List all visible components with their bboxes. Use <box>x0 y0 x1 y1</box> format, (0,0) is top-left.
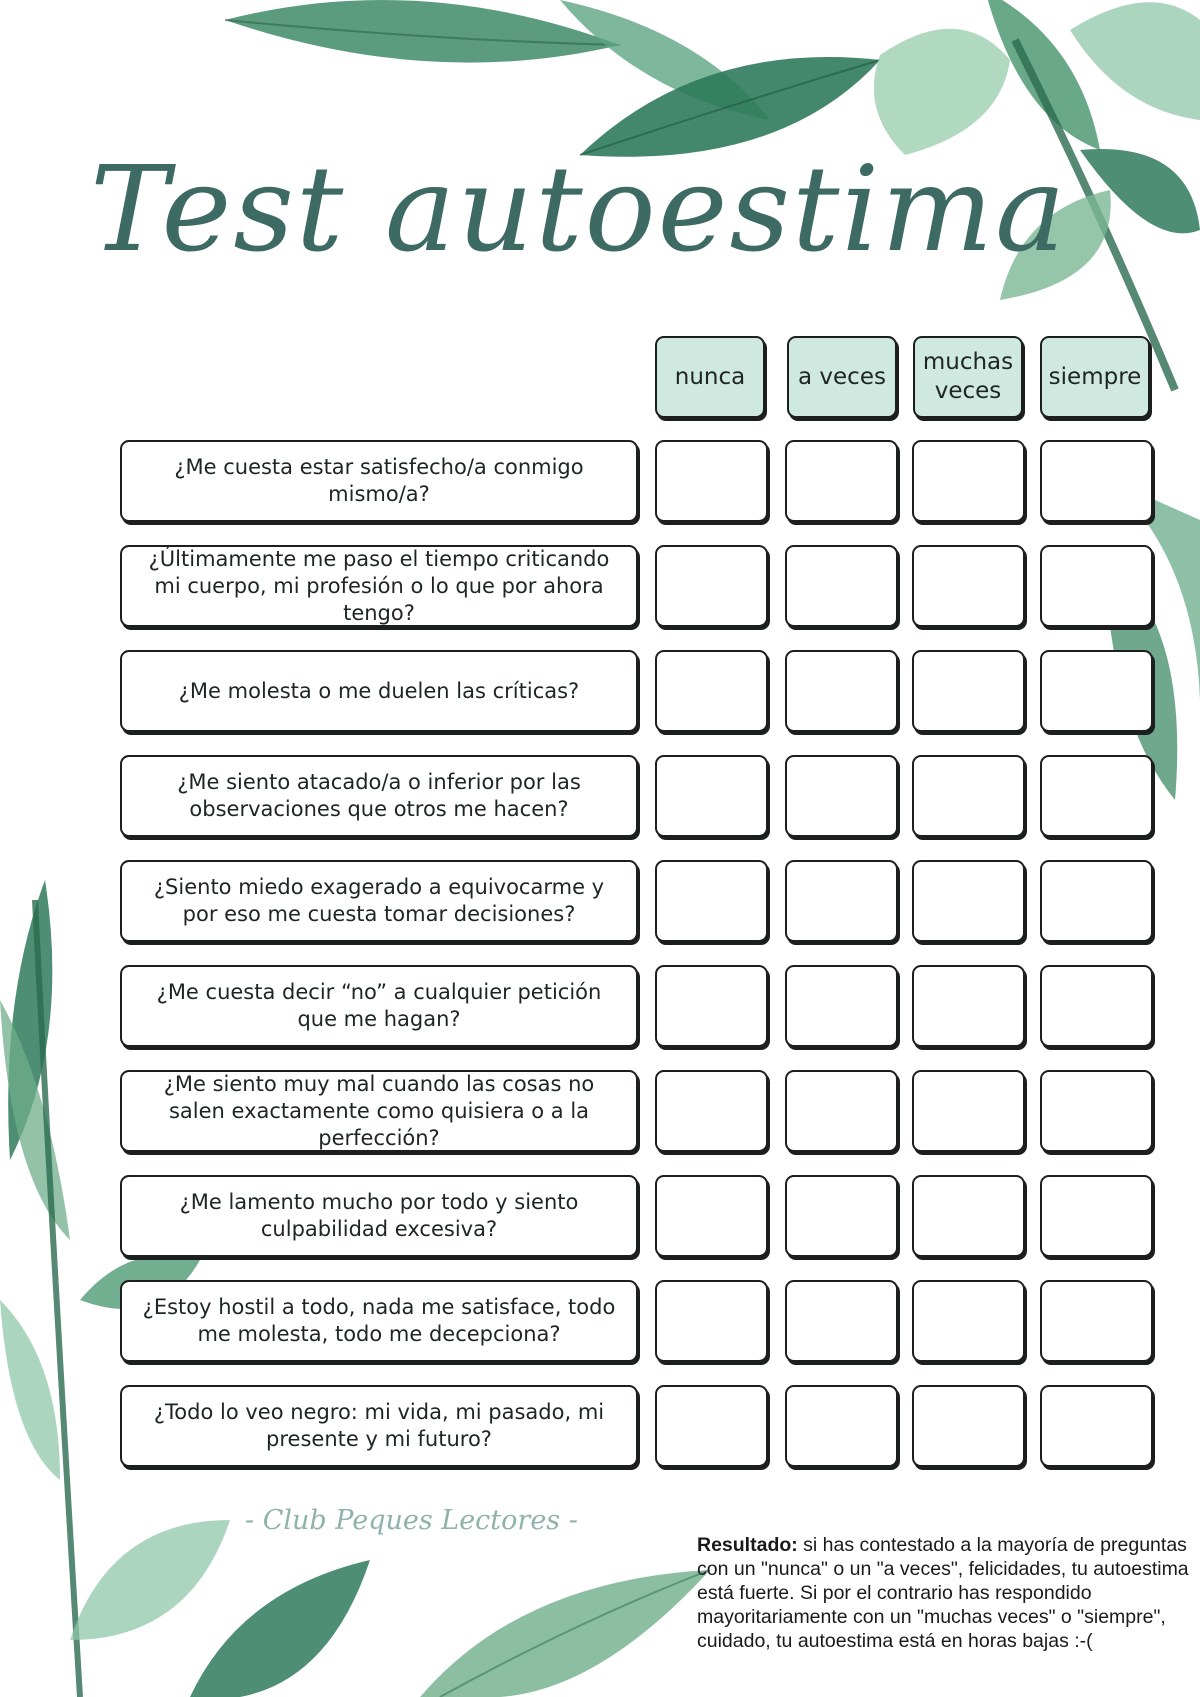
answer-box-siempre[interactable] <box>1040 1280 1153 1362</box>
question-box: ¿Me cuesta decir “no” a cualquier petición que me hagan? <box>120 965 638 1047</box>
answer-box-muchas-veces[interactable] <box>912 650 1025 732</box>
answer-box-nunca[interactable] <box>655 650 768 732</box>
question-box: ¿Últimamente me paso el tiempo criticando mi cuerpo, mi profesión o lo que por ahora tengo? <box>120 545 638 627</box>
question-box: ¿Me siento atacado/a o inferior por las observaciones que otros me hacen? <box>120 755 638 837</box>
answer-box-a-veces[interactable] <box>785 545 898 627</box>
answer-box-siempre[interactable] <box>1040 860 1153 942</box>
answer-box-siempre[interactable] <box>1040 965 1153 1047</box>
answer-box-siempre[interactable] <box>1040 1385 1153 1467</box>
answer-box-muchas-veces[interactable] <box>912 1175 1025 1257</box>
answer-box-nunca[interactable] <box>655 965 768 1047</box>
answer-box-a-veces[interactable] <box>785 965 898 1047</box>
answer-box-muchas-veces[interactable] <box>912 860 1025 942</box>
result-text: si has contestado a la mayoría de preguntas con un "nunca" o un "a veces", felicidades, tu autoestima está fuerte. Si por el contrario has respondido mayoritariamente con un "muchas veces" o "siempre", cuidado, tu autoestima está en horas bajas :-( <box>697 1534 1189 1652</box>
answer-box-nunca[interactable] <box>655 755 768 837</box>
footer-signature: - Club Peques Lectores - <box>245 1505 578 1536</box>
question-box: ¿Estoy hostil a todo, nada me satisface, todo me molesta, todo me decepciona? <box>120 1280 638 1362</box>
answer-box-siempre[interactable] <box>1040 545 1153 627</box>
answer-box-a-veces[interactable] <box>785 440 898 522</box>
answer-box-nunca[interactable] <box>655 440 768 522</box>
page-title: Test autoestima <box>90 140 1068 278</box>
answer-box-nunca[interactable] <box>655 1280 768 1362</box>
answer-box-muchas-veces[interactable] <box>912 755 1025 837</box>
result-note <box>697 1533 1189 1653</box>
question-box: ¿Todo lo veo negro: mi vida, mi pasado, mi presente y mi futuro? <box>120 1385 638 1467</box>
answer-box-muchas-veces[interactable] <box>912 965 1025 1047</box>
question-box: ¿Siento miedo exagerado a equivocarme y por eso me cuesta tomar decisiones? <box>120 860 638 942</box>
column-header-nunca: nunca <box>655 336 765 418</box>
answer-box-a-veces[interactable] <box>785 860 898 942</box>
column-header-muchas-veces: muchas veces <box>913 336 1023 418</box>
answer-box-siempre[interactable] <box>1040 755 1153 837</box>
question-box: ¿Me molesta o me duelen las críticas? <box>120 650 638 732</box>
answer-box-muchas-veces[interactable] <box>912 545 1025 627</box>
question-box: ¿Me lamento mucho por todo y siento culpabilidad excesiva? <box>120 1175 638 1257</box>
answer-box-muchas-veces[interactable] <box>912 1280 1025 1362</box>
question-box: ¿Me siento muy mal cuando las cosas no salen exactamente como quisiera o a la perfección? <box>120 1070 638 1152</box>
answer-box-muchas-veces[interactable] <box>912 1070 1025 1152</box>
answer-box-siempre[interactable] <box>1040 440 1153 522</box>
answer-box-nunca[interactable] <box>655 545 768 627</box>
answer-box-a-veces[interactable] <box>785 1280 898 1362</box>
answer-box-nunca[interactable] <box>655 1070 768 1152</box>
column-header-siempre: siempre <box>1040 336 1150 418</box>
answer-box-siempre[interactable] <box>1040 650 1153 732</box>
answer-box-muchas-veces[interactable] <box>912 1385 1025 1467</box>
answer-box-muchas-veces[interactable] <box>912 440 1025 522</box>
answer-box-a-veces[interactable] <box>785 650 898 732</box>
answer-box-nunca[interactable] <box>655 860 768 942</box>
answer-box-a-veces[interactable] <box>785 1175 898 1257</box>
answer-box-nunca[interactable] <box>655 1385 768 1467</box>
answer-box-siempre[interactable] <box>1040 1070 1153 1152</box>
answer-box-a-veces[interactable] <box>785 755 898 837</box>
column-header-a-veces: a veces <box>787 336 897 418</box>
answer-box-nunca[interactable] <box>655 1175 768 1257</box>
answer-box-siempre[interactable] <box>1040 1175 1153 1257</box>
result-label: Resultado: <box>697 1534 798 1556</box>
question-box: ¿Me cuesta estar satisfecho/a conmigo mismo/a? <box>120 440 638 522</box>
answer-box-a-veces[interactable] <box>785 1385 898 1467</box>
answer-box-a-veces[interactable] <box>785 1070 898 1152</box>
